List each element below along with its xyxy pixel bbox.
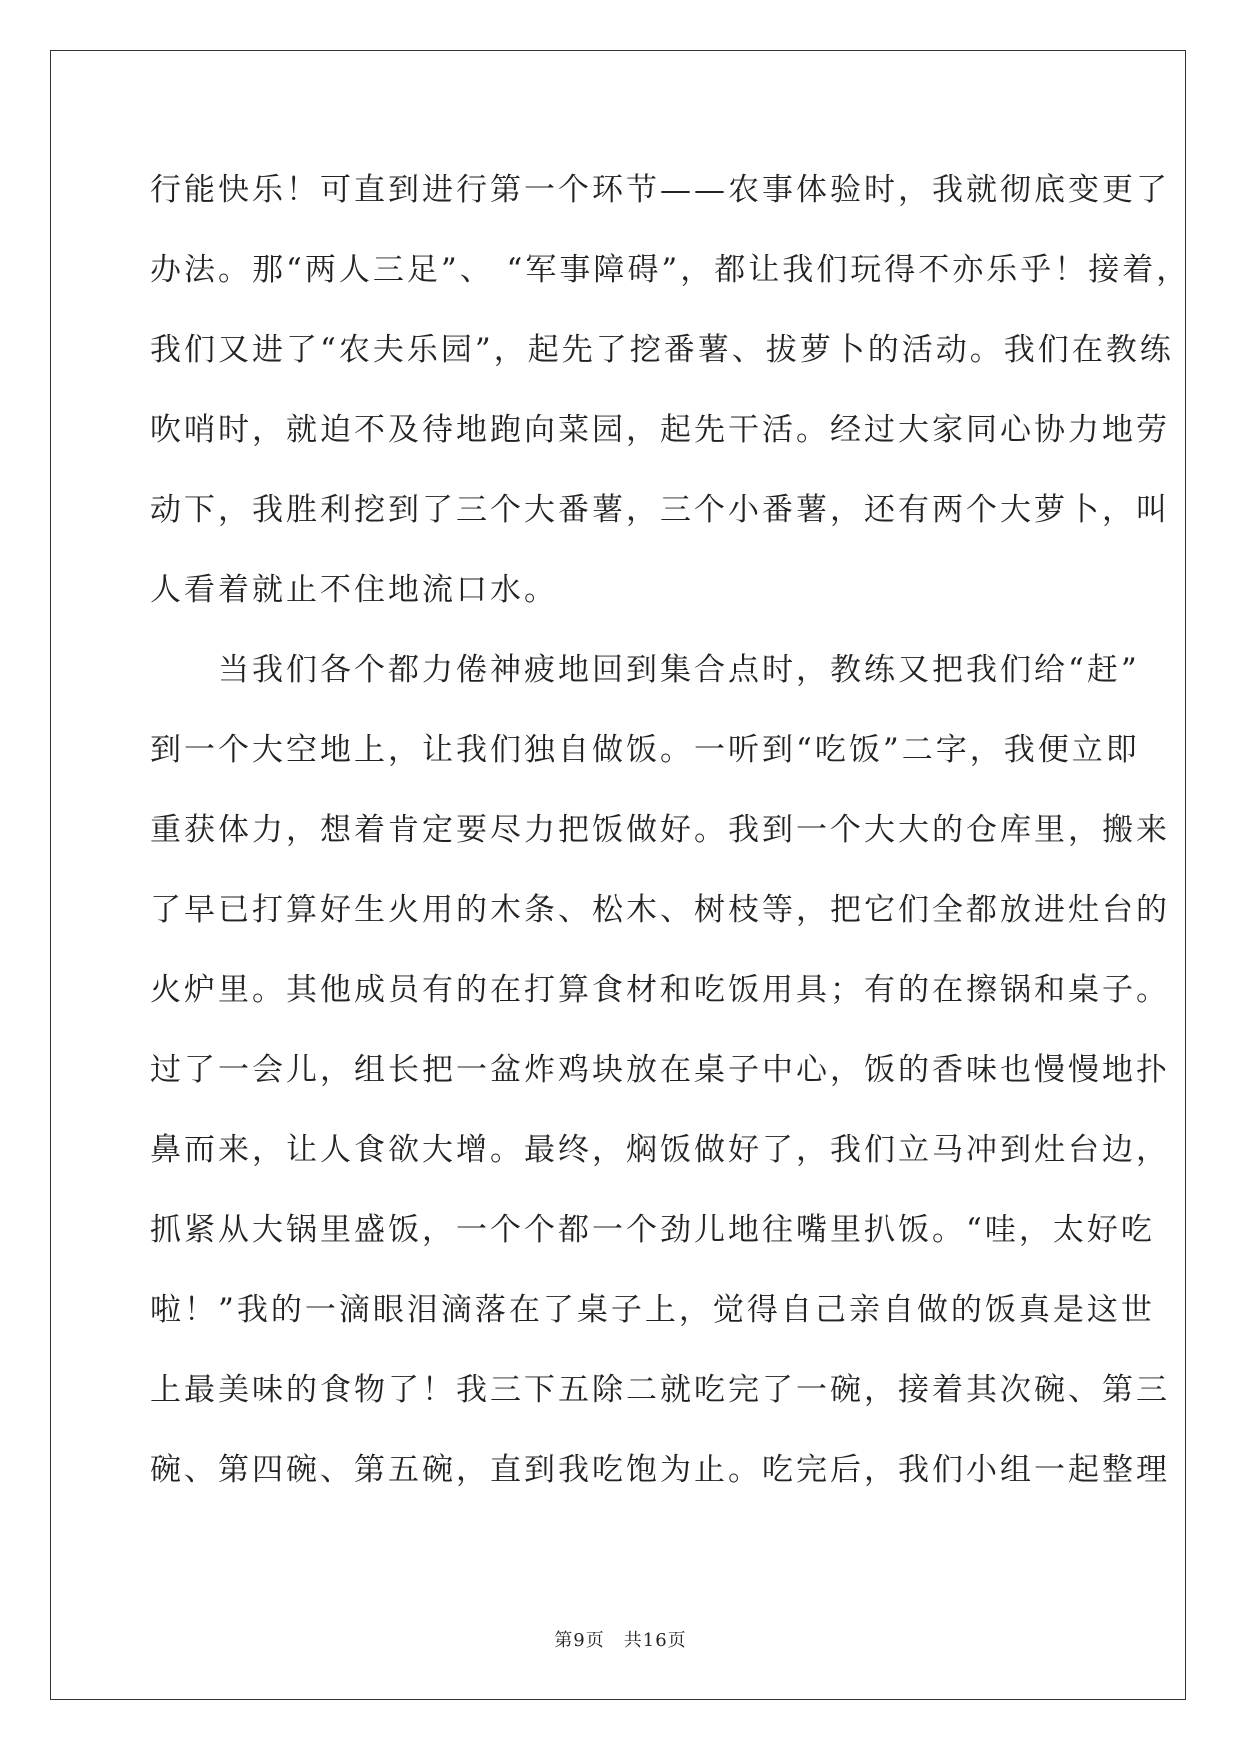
text-line: 重获体力，想着肯定要尽力把饭做好。我到一个大大的仓库里，搬来 <box>150 812 1170 848</box>
page-number-footer: 第9页 共16页 <box>554 1630 687 1651</box>
text-line: 办法。那“两人三足”、 “军事障碍”，都让我们玩得不亦乐乎！接着， <box>150 252 1191 288</box>
text-line: 人看着就止不住地流口水。 <box>150 572 558 608</box>
text-line: 火炉里。其他成员有的在打算食材和吃饭用具；有的在擦锅和桌子。 <box>150 972 1170 1008</box>
text-line: 过了一会儿，组长把一盆炸鸡块放在桌子中心，饭的香味也慢慢地扑 <box>150 1052 1170 1088</box>
text-line: 我们又进了“农夫乐园”，起先了挖番薯、拔萝卜的活动。我们在教练 <box>150 332 1174 368</box>
text-line: 到一个大空地上，让我们独自做饭。一听到“吃饭”二字，我便立即 <box>150 732 1140 768</box>
text-line: 上最美味的食物了！我三下五除二就吃完了一碗，接着其次碗、第三 <box>150 1372 1170 1408</box>
body-text <box>150 150 1191 1510</box>
text-line: 吹哨时，就迫不及待地跑向菜园，起先干活。经过大家同心协力地劳 <box>150 412 1170 448</box>
text-line: 鼻而来，让人食欲大增。最终，焖饭做好了，我们立马冲到灶台边， <box>150 1132 1170 1168</box>
text-line: 碗、第四碗、第五碗，直到我吃饱为止。吃完后，我们小组一起整理 <box>150 1452 1170 1488</box>
text-line: 当我们各个都力倦神疲地回到集合点时，教练又把我们给“赶” <box>150 652 1140 688</box>
text-line: 了早已打算好生火用的木条、松木、树枝等，把它们全都放进灶台的 <box>150 892 1170 928</box>
text-line: 动下，我胜利挖到了三个大番薯，三个小番薯，还有两个大萝卜，叫 <box>150 492 1170 528</box>
text-line: 啦！”我的一滴眼泪滴落在了桌子上，觉得自己亲自做的饭真是这世 <box>150 1292 1155 1328</box>
text-line: 抓紧从大锅里盛饭，一个个都一个劲儿地往嘴里扒饭。“哇，太好吃 <box>150 1212 1155 1248</box>
text-line: 行能快乐！可直到进行第一个环节——农事体验时，我就彻底变更了 <box>150 172 1170 208</box>
